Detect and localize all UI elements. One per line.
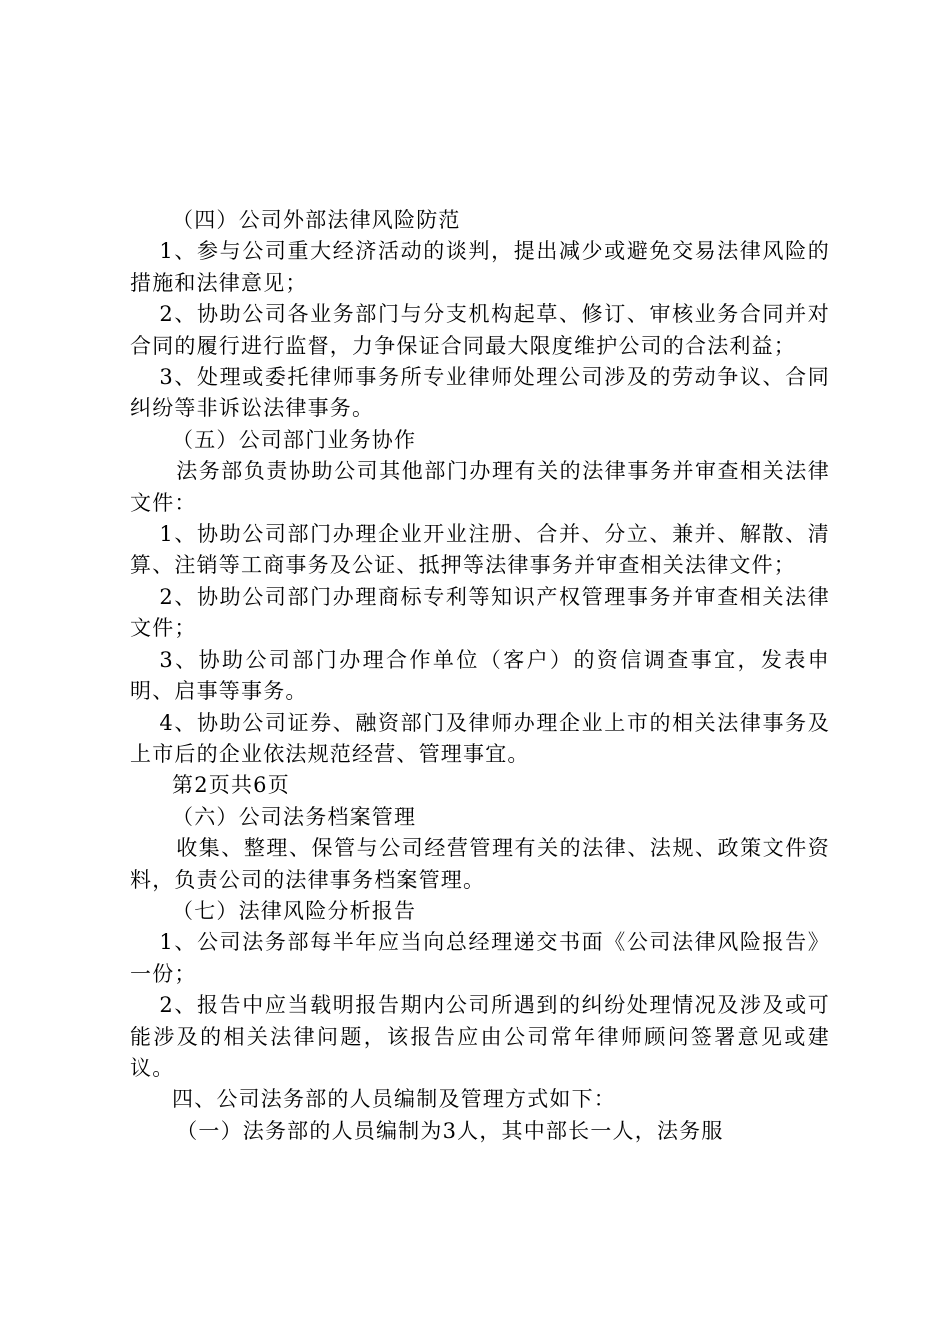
list-item: 3、处理或委托律师事务所专业律师处理公司涉及的劳动争议、合同纠纷等非诉讼法律事务。 xyxy=(130,365,830,421)
list-item: 2、协助公司部门办理商标专利等知识产权管理事务并审查相关法律文件； xyxy=(130,584,830,641)
list-item: 4、协助公司证券、融资部门及律师办理企业上市的相关法律事务及上市后的企业依法规范经营、管理事宜。 xyxy=(130,710,830,766)
page-number: 第2页共6页 xyxy=(172,773,290,798)
section-heading-4: （四）公司外部法律风险防范 xyxy=(172,208,461,232)
chapter-heading-4: 四、公司法务部的人员编制及管理方式如下： xyxy=(172,1087,616,1112)
document-body xyxy=(130,205,830,1147)
paragraph: （一）法务部的人员编制为3人，其中部长一人，法务服 xyxy=(176,1118,724,1143)
list-item: 1、公司法务部每半年应当向总经理递交书面《公司法律风险报告》一份； xyxy=(130,930,830,986)
list-item: 1、协助公司部门办理企业开业注册、合并、分立、兼并、解散、清算、注销等工商事务及公证、抵押等法律事务并审查相关法律文件； xyxy=(130,522,830,578)
list-item: 2、协助公司各业务部门与分支机构起草、修订、审核业务合同并对合同的履行进行监督，力争保证合同最大限度维护公司的合法利益； xyxy=(130,302,830,358)
list-item: 3、协助公司部门办理合作单位（客户）的资信调查事宜，发表申明、启事等事务。 xyxy=(130,647,830,704)
paragraph: 法务部负责协助公司其他部门办理有关的法律事务并审查相关法律文件： xyxy=(130,459,830,515)
section-heading-7: （七）法律风险分析报告 xyxy=(172,898,417,923)
paragraph: 收集、整理、保管与公司经营管理有关的法律、法规、政策文件资料，负责公司的法律事务档案管理。 xyxy=(130,836,830,892)
list-item: 2、报告中应当载明报告期内公司所遇到的纠纷处理情况及涉及或可能涉及的相关法律问题，该报告应由公司常年律师顾问签署意见或建议。 xyxy=(130,993,830,1080)
section-heading-5: （五）公司部门业务协作 xyxy=(172,427,417,452)
list-item: 1、参与公司重大经济活动的谈判，提出减少或避免交易法律风险的措施和法律意见； xyxy=(130,239,830,295)
section-heading-6: （六）公司法务档案管理 xyxy=(172,804,417,829)
